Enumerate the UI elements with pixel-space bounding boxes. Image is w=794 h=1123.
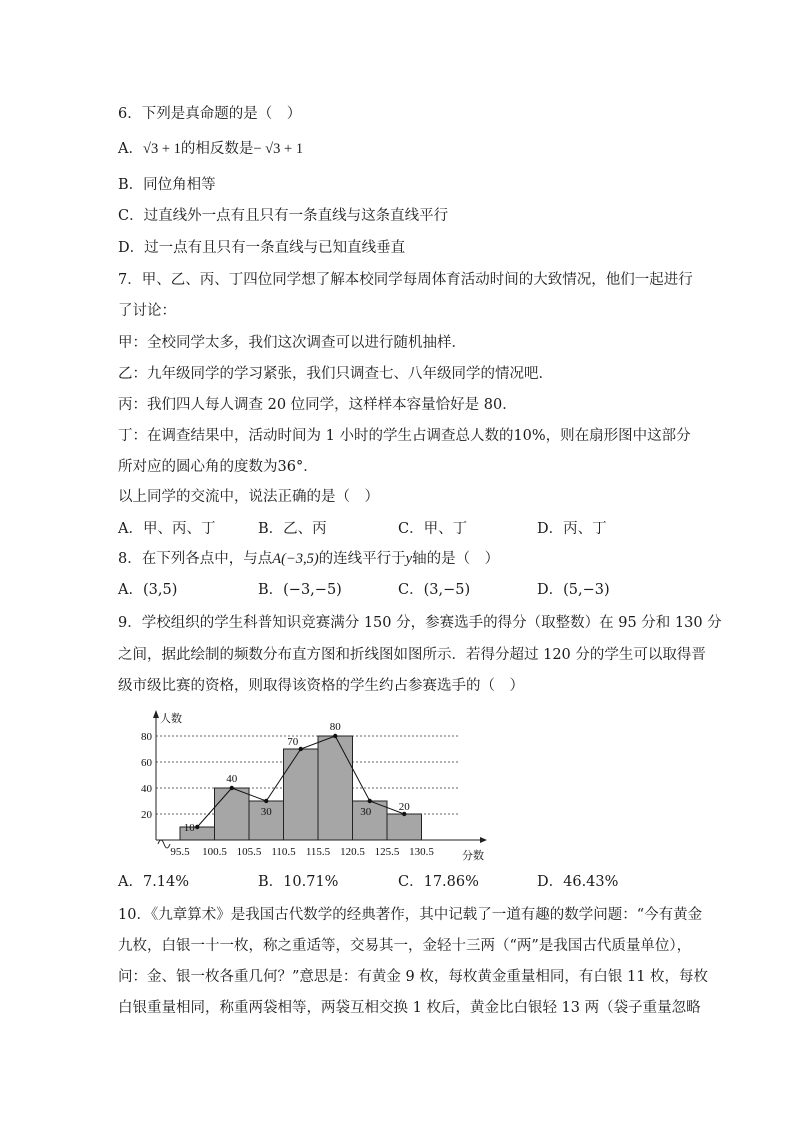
q7-stem-line1: 7．甲、乙、丙、丁四位同学想了解本校同学每周体育活动时间的大致情况，他们一起进行: [118, 272, 693, 288]
q8-option-d: D．(5,−3): [537, 582, 610, 598]
q9-option-c: C．17.86%: [398, 874, 479, 890]
x-tick-label-110.5: 110.5: [271, 846, 296, 858]
histogram-bar: [387, 814, 422, 840]
bar-value-label: 80: [329, 721, 341, 733]
q7-stem-line2: 了讨论：: [118, 303, 176, 319]
polygon-point: [230, 786, 234, 790]
bar-value-label: 20: [398, 801, 410, 813]
x-axis-arrow: [480, 837, 487, 843]
histogram-chart: [118, 706, 498, 866]
x-tick-label-115.5: 115.5: [305, 846, 331, 858]
q6-option-a-expr1: √3 + 1: [142, 141, 181, 157]
polygon-point: [333, 734, 337, 738]
q8-option-b: B．(−3,−5): [258, 582, 342, 598]
q7-statement-yi: 乙：九年级同学的学习紧张，我们只调查七、八年级同学的情况吧．: [118, 366, 553, 382]
y-tick-label-80: 80: [141, 731, 152, 743]
x-tick-label-100.5: 100.5: [202, 846, 227, 858]
q10-line3: 问：金、银一枚各重几何？”意思是：有黄金 9 枚，每枚黄金重量相同，有白银 11 枚，每枚: [118, 969, 709, 985]
q8-axis: y: [405, 551, 413, 567]
polygon-point: [264, 799, 268, 803]
x-axis-label: 分数: [462, 850, 484, 862]
bar-value-label: 30: [360, 806, 372, 818]
y-axis-label: 人数: [160, 713, 182, 725]
q7-option-c: C．甲、丁: [398, 521, 468, 537]
q7-option-d: D．丙、丁: [537, 521, 607, 537]
x-tick-label-105.5: 105.5: [236, 846, 262, 858]
q8-stem-mid: 的连线平行于: [318, 551, 406, 567]
q9-stem-line1: 9．学校组织的学生科普知识竞赛满分 150 分，参赛选手的得分（取整数）在 95 分和 130 分: [118, 615, 722, 631]
bar-value-label: 70: [287, 736, 299, 748]
q7-question: 以上同学的交流中，说法正确的是（ ）: [118, 489, 379, 505]
histogram-bar: [318, 736, 353, 840]
q6-option-a-label: A．: [118, 141, 143, 157]
bar-value-label: 10: [183, 822, 195, 834]
q6-option-c: C．过直线外一点有且只有一条直线与这条直线平行: [118, 208, 449, 224]
q8-stem: [118, 549, 499, 569]
q6-option-b: B．同位角相等: [118, 177, 216, 193]
q6-stem: 6．下列是真命题的是（ ）: [118, 106, 302, 122]
q7-option-b: B．乙、丙: [258, 521, 327, 537]
q6-option-d: D．过一点有且只有一条直线与已知直线垂直: [118, 240, 406, 256]
q10-line4: 白银重量相同，称重两袋相等，两袋互相交换 1 枚后，黄金比白银轻 13 两（袋子重量忽略: [118, 1000, 701, 1016]
q8-stem-pre: 8．在下列各点中，与点: [118, 551, 273, 567]
x-tick-label-125.5: 125.5: [374, 846, 400, 858]
q9-option-d: D．46.43%: [537, 874, 619, 890]
polygon-point: [368, 799, 372, 803]
q7-statement-ding-line1: 丁：在调查结果中，活动时间为 1 小时的学生占调查总人数的10%，则在扇形图中这部分: [118, 428, 691, 444]
q9-option-a: A．7.14%: [118, 874, 190, 890]
q8-stem-post: 轴的是（ ）: [412, 551, 500, 567]
q7-statement-ding-line2: 所对应的圆心角的度数为36°．: [118, 459, 318, 475]
x-tick-label-95.5: 95.5: [170, 846, 190, 858]
y-tick-label-20: 20: [141, 809, 152, 821]
q6-option-a-expr2: − √3 + 1: [253, 141, 304, 157]
bar-value-label: 40: [226, 773, 238, 785]
q9-option-b: B．10.71%: [258, 874, 339, 890]
q10-line2: 九枚，白银一十一枚，称之重适等，交易其一，金轻十三两（“两”是我国古代质量单位），: [118, 938, 692, 954]
polygon-point: [299, 747, 303, 751]
q10-line1: 10．《九章算术》是我国古代数学的经典著作，其中记载了一道有趣的数学问题：“今有黄金: [118, 907, 703, 923]
axis-break-mark: [158, 840, 170, 848]
q9-stem-line3: 级市级比赛的资格，则取得该资格的学生约占参赛选手的（ ）: [118, 678, 524, 694]
y-axis-arrow: [153, 710, 159, 718]
y-tick-label-40: 40: [141, 783, 152, 795]
q6-option-a-text: 的相反数是: [180, 141, 254, 157]
q7-option-a: A．甲、丙、丁: [118, 521, 216, 537]
histogram-bar: [284, 749, 319, 840]
histogram-bar: [215, 788, 250, 840]
q7-statement-jia: 甲：全校同学太多，我们这次调查可以进行随机抽样．: [118, 335, 466, 351]
y-tick-label-60: 60: [141, 757, 152, 769]
q6-option-a: [118, 139, 303, 159]
q8-option-a: A．(3,5): [118, 582, 178, 598]
x-tick-label-120.5: 120.5: [340, 846, 365, 858]
polygon-point: [195, 825, 199, 829]
x-tick-label-130.5: 130.5: [409, 846, 434, 858]
q7-statement-bing: 丙：我们四人每人调查 20 位同学，这样样本容量恰好是 80．: [118, 397, 517, 413]
bar-value-label: 30: [260, 806, 272, 818]
q8-option-c: C．(3,−5): [398, 582, 471, 598]
q8-point: A(−3,5): [272, 551, 319, 567]
q9-stem-line2: 之间，据此绘制的频数分布直方图和折线图如图所示．若得分超过 120 分的学生可以取得晋: [118, 647, 706, 663]
